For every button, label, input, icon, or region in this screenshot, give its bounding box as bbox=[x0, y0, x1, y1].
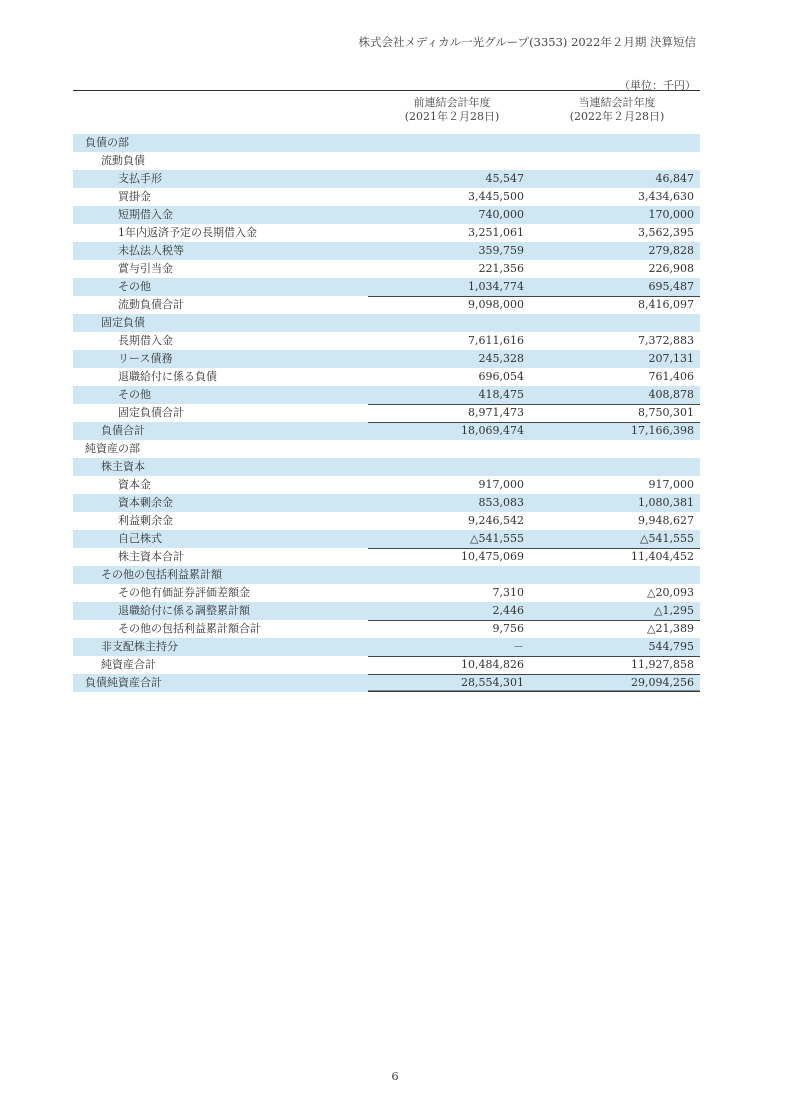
value-prev: 696,054 bbox=[478, 370, 524, 383]
value-prev: 10,484,826 bbox=[368, 656, 534, 674]
value-prev: 740,000 bbox=[368, 206, 534, 224]
value-prev: 3,445,500 bbox=[468, 190, 524, 203]
row-label: 固定負債合計 bbox=[118, 406, 184, 419]
row-label: 利益剰余金 bbox=[118, 514, 173, 527]
value-prev: 3,251,061 bbox=[468, 226, 524, 239]
row-label: 退職給付に係る負債 bbox=[118, 370, 217, 383]
row-label: 純資産合計 bbox=[101, 658, 156, 671]
value-prev: 7,611,616 bbox=[468, 334, 524, 347]
value-prev: 359,759 bbox=[368, 242, 534, 260]
value-curr: 17,166,398 bbox=[534, 422, 700, 440]
value-curr: 3,562,395 bbox=[638, 226, 694, 239]
row-label: 資本剰余金 bbox=[73, 494, 368, 512]
row-label: 退職給付に係る調整累計額 bbox=[73, 602, 368, 620]
value-curr: 11,404,452 bbox=[534, 548, 700, 566]
value-prev: 245,328 bbox=[368, 350, 534, 368]
value-curr: △20,093 bbox=[647, 586, 694, 599]
value-prev: 10,475,069 bbox=[368, 548, 534, 566]
row-label: 短期借入金 bbox=[73, 206, 368, 224]
row-label: 株主資本 bbox=[73, 458, 368, 476]
row-label: その他 bbox=[73, 386, 368, 404]
value-curr: 226,908 bbox=[648, 262, 694, 275]
value-curr: 9,948,627 bbox=[638, 514, 694, 527]
value-curr: 11,927,858 bbox=[534, 656, 700, 674]
value-prev: 9,098,000 bbox=[368, 296, 534, 314]
row-label: 負債純資産合計 bbox=[73, 674, 368, 692]
row-label: 支払手形 bbox=[73, 170, 368, 188]
page-number: 6 bbox=[391, 1069, 399, 1083]
balance-sheet-liabilities-table bbox=[73, 134, 700, 692]
row-label: 株主資本合計 bbox=[118, 550, 184, 563]
value-curr: 46,847 bbox=[534, 170, 700, 188]
value-prev: 9,246,542 bbox=[468, 514, 524, 527]
value-prev: 2,446 bbox=[368, 602, 534, 620]
row-label: 負債合計 bbox=[73, 422, 368, 440]
value-prev: 917,000 bbox=[478, 478, 524, 491]
value-curr: 170,000 bbox=[534, 206, 700, 224]
row-label: リース債務 bbox=[73, 350, 368, 368]
row-label: 長期借入金 bbox=[118, 334, 173, 347]
value-curr: △1,295 bbox=[534, 602, 700, 620]
value-prev: 7,310 bbox=[492, 586, 524, 599]
value-curr: 761,406 bbox=[648, 370, 694, 383]
row-label: 資本金 bbox=[118, 478, 151, 491]
row-label: 1年内返済予定の長期借入金 bbox=[118, 226, 257, 239]
value-curr: 695,487 bbox=[534, 278, 700, 296]
row-label: その他 bbox=[73, 278, 368, 296]
value-curr: 207,131 bbox=[534, 350, 700, 368]
value-prev: － bbox=[368, 638, 534, 656]
table-top-rule bbox=[73, 90, 700, 91]
value-curr: 3,434,630 bbox=[638, 190, 694, 203]
row-label: 純資産の部 bbox=[85, 442, 140, 455]
value-curr: △21,389 bbox=[534, 620, 700, 638]
value-curr: 29,094,256 bbox=[534, 674, 700, 692]
column-header-curr-date: (2022年２月28日) bbox=[569, 110, 665, 123]
value-curr: 279,828 bbox=[534, 242, 700, 260]
column-header-curr-title: 当連結会計年度 bbox=[578, 96, 656, 109]
column-header-prev-title: 前連結会計年度 bbox=[413, 96, 491, 109]
row-label: 流動負債合計 bbox=[118, 298, 184, 311]
row-label: 非支配株主持分 bbox=[73, 638, 368, 656]
row-label: 固定負債 bbox=[73, 314, 368, 332]
value-curr: 8,416,097 bbox=[534, 296, 700, 314]
row-label: その他有価証券評価差額金 bbox=[118, 586, 250, 599]
row-label: その他の包括利益累計額 bbox=[73, 566, 368, 584]
value-curr: 7,372,883 bbox=[638, 334, 694, 347]
value-prev: 18,069,474 bbox=[368, 422, 534, 440]
row-label: 買掛金 bbox=[118, 190, 151, 203]
value-prev: 418,475 bbox=[368, 386, 534, 404]
value-prev: 28,554,301 bbox=[368, 674, 534, 692]
row-label: 負債の部 bbox=[73, 134, 368, 152]
value-curr: 1,080,381 bbox=[534, 494, 700, 512]
row-label: その他の包括利益累計額合計 bbox=[118, 622, 261, 635]
value-curr: 544,795 bbox=[534, 638, 700, 656]
value-curr: 8,750,301 bbox=[534, 404, 700, 422]
value-prev: 853,083 bbox=[368, 494, 534, 512]
value-prev: 1,034,774 bbox=[368, 278, 534, 296]
column-header-prev-year bbox=[377, 96, 527, 124]
value-prev: 9,756 bbox=[368, 620, 534, 638]
value-prev: △541,555 bbox=[368, 530, 534, 548]
row-label: 流動負債 bbox=[101, 154, 145, 167]
row-label: 未払法人税等 bbox=[73, 242, 368, 260]
document-header: 株式会社メディカル一光グループ(3353) 2022年２月期 決算短信 bbox=[358, 35, 696, 49]
value-prev: 45,547 bbox=[368, 170, 534, 188]
column-header-prev-date: (2021年２月28日) bbox=[404, 110, 500, 123]
column-header-curr-year bbox=[542, 96, 692, 124]
value-curr: 917,000 bbox=[648, 478, 694, 491]
unit-label: （単位：千円） bbox=[619, 79, 696, 92]
value-curr: 408,878 bbox=[534, 386, 700, 404]
value-prev: 221,356 bbox=[478, 262, 524, 275]
value-prev: 8,971,473 bbox=[368, 404, 534, 422]
value-curr: △541,555 bbox=[534, 530, 700, 548]
row-label: 自己株式 bbox=[73, 530, 368, 548]
row-label: 賞与引当金 bbox=[118, 262, 173, 275]
